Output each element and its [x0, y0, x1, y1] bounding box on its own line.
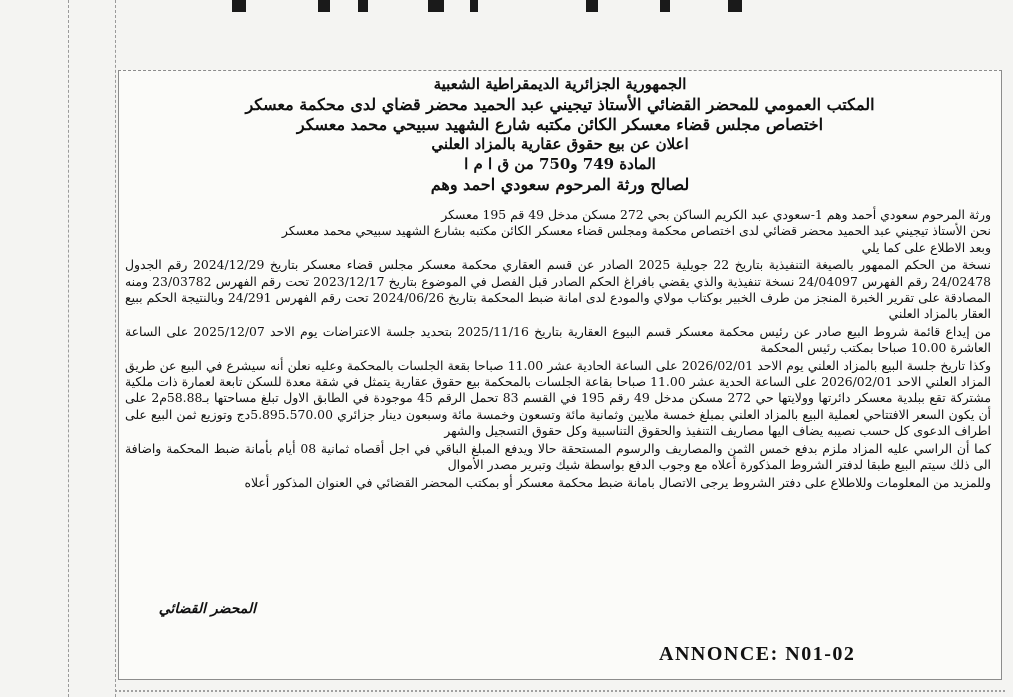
legal-notice — [118, 70, 1002, 680]
header-line-articles: المادة 749 و750 من ق ا م ا — [464, 155, 656, 173]
header-line-beneficiaries: لصالح ورثة المرحوم سعودي احمد وهم — [430, 175, 690, 194]
paragraph-review: وبعد الاطلاع على كما يلي — [861, 239, 991, 255]
paragraph-heirs: ورثة المرحوم سعودي أحمد وهم 1-سعودي عبد الكريم الساكن بحي 272 مسكن مدخل 49 قم 195 معسكر — [441, 207, 991, 222]
previous-page-fragment — [0, 0, 1013, 28]
header-line-office: المكتب العمومي للمحضر القضائي الأستاذ تيجيني عبد الحميد محضر قضاي لدى محكمة معسكر — [245, 95, 875, 114]
notice-body — [125, 207, 991, 491]
paragraph-bailiff: نحن الأستاذ تيجيني عبد الحميد محضر قضائي لدى اختصاص محكمة ومجلس قضاء معسكر الكائن مكتبه بشارع الشهيد سبيحي محمد معسكر — [281, 223, 991, 239]
paragraph-payment: كما أن الراسي عليه المزاد ملزم بدفع خمس الثمن والمصاريف والرسوم المستحقة حالا ويدفع المبلغ الباقي في اجل أقصاه ثمانية 08 أيام بأمانة ضبط المحكمة واضافة الى ذلك سيتم البيع طبقا لدفتر الشروط المذكورة أعلاه مع وجوب الدفع بواسطة شيك وتبرير مصدر الأموال — [125, 440, 992, 473]
signature: المحضر القضائي — [158, 601, 256, 617]
header-line-title: اعلان عن بيع حقوق عقارية بالمزاد العلني — [431, 135, 689, 153]
paragraph-judgment: نسخة من الحكم الممهور بالصيغة التنفيذية بتاريخ 22 جويلية 2025 الصادر عن قسم العقاري محكمة معسكر مجلس قضاء معسكر بتاريخ 2024/12/29 رقم الجدول 24/02478 رقم الفهرس 24/04097 نسخة تنفيذية والذي يقضي بافراغ الحكم الصادر قبل الفصل في الموضوع بتاريخ 2023/12/17 تحت رقم الفهرس 23/03782 ومنه المصادقة على تقرير الخبرة المنجز من طرف الخبير بوكتاب مولاي والمودع لدى امانة ضبط المحكمة بتاريخ 2024/06/26 تحت رقم الفهرس 24/291 وبالنتيجة الحكم ببيع العقار بالمزاد العلني — [125, 257, 991, 322]
announce-number: ANNONCE: N01-02 — [659, 643, 856, 665]
margin-rule — [68, 0, 69, 697]
paragraph-sale-date: وكذا تاريخ جلسة البيع بالمزاد العلني يوم الاحد 2026/02/01 على الساعة الحادية عشر 11.00 صباحا بقعة الجلسات بالمحكمة وعليه نعلن أنه سيشرع في البيع عن طريق المزاد العلني الاحد 2026/02/01 على الساعة الحدية عشر 11.00 صباحا بقاعة الجلسات بالمحكمة بيع حقوق عقارية يتمثل في شقة معدة للسكن تابعة لعمارة ذات ملكية مشتركة تقع ببلدية معسكر دائرتها وولايتها حي 272 مسكن مدخل 49 رقم 195 في القسم 83 تحمل الرقم 45 موجودة في الطابق الاول تبلغ مساحتها بـ58.88م2 على أن يكون السعر الافتتاحي لعملية البيع بالمزاد العلني بمبلغ خمسة ملايين وثمانية مائة وتسعون وخمسة مائة وسبعون دينار جزائري 5.895.570.00دج وتوزيع ثمن البيع على اطراف الدعوى كل حسب نصيبه يضاف اليها مصاريف التنفيذ والحقوق التناسبية وكل حقوق التسجيل والشهر — [125, 357, 991, 439]
paragraph-contact: وللمزيد من المعلومات وللاطلاع على دفتر الشروط يرجى الاتصال بامانة ضبط محكمة معسكر أو بمكتب المحضر القضائي في العنوان المذكور أعلاه — [244, 474, 991, 490]
notice-header — [119, 75, 1001, 195]
header-line-jurisdiction: اختصاص مجلس قضاء معسكر الكائن مكتبه شارع الشهيد سبيحي محمد معسكر — [296, 115, 824, 134]
header-line-republic: الجمهورية الجزائرية الديمقراطية الشعبية — [433, 75, 687, 93]
margin-rule — [115, 0, 116, 697]
paragraph-conditions: من إيداع قائمة شروط البيع صادر عن رئيس محكمة معسكر قسم البيوع العقارية بتاريخ 2025/11/16 بتحديد جلسة الاعتراضات يوم الاحد 2025/12/07 على الساعة العاشرة 10.00 صباحا بمكتب رئيس المحكمة — [125, 323, 991, 356]
page-bottom-edge — [115, 690, 1005, 692]
